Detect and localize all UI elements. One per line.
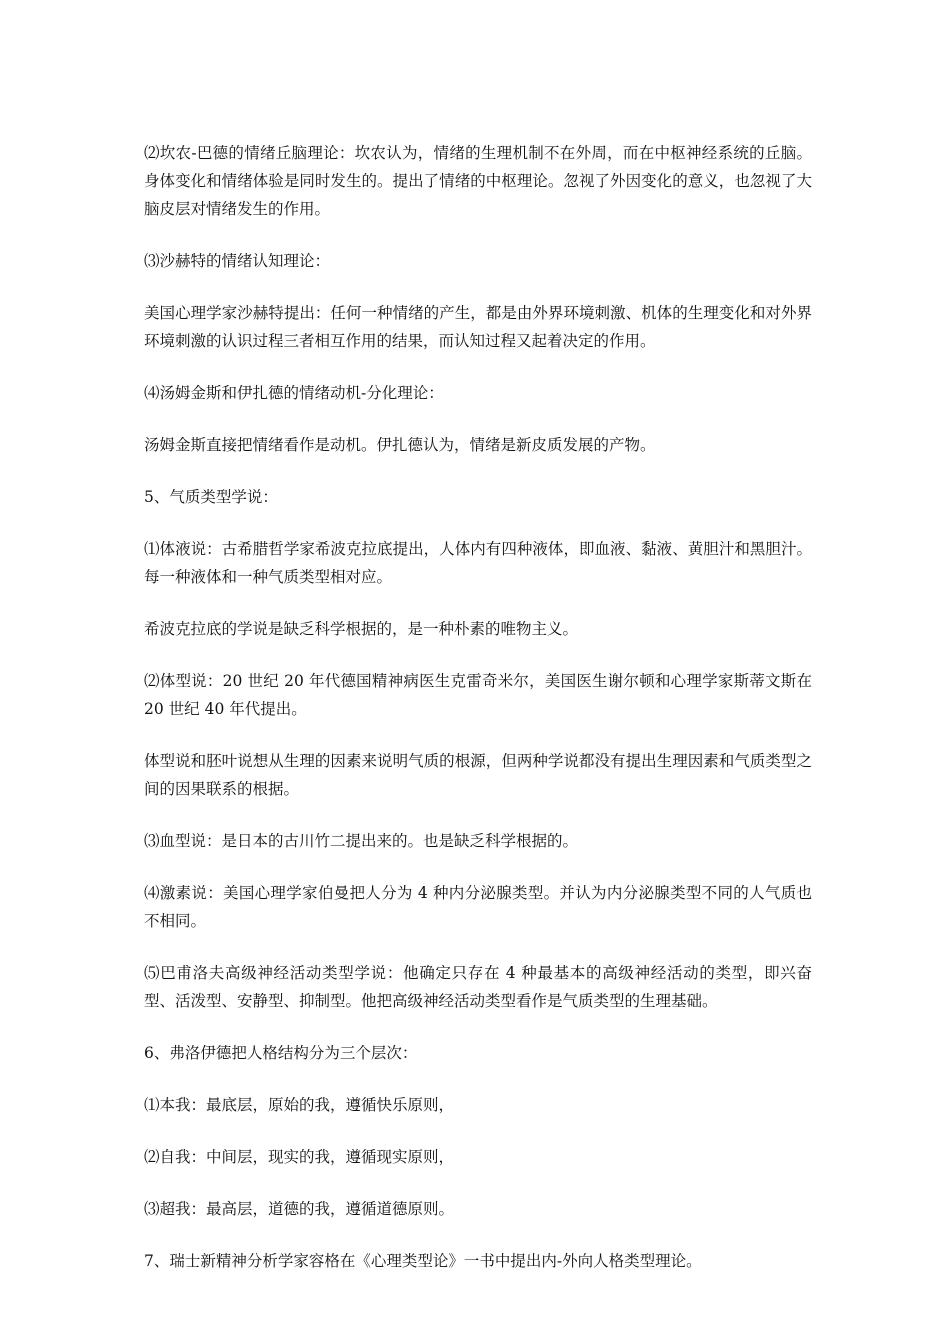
paragraph-schachter-heading: ⑶沙赫特的情绪认知理论： bbox=[144, 252, 331, 270]
section-heading-temperament: 5、气质类型学说： bbox=[144, 488, 278, 506]
section-heading-freud-structure: 6、弗洛伊德把人格结构分为三个层次： bbox=[144, 1044, 418, 1062]
paragraph-cannon-bard-theory: ⑵坎农-巴德的情绪丘脑理论：坎农认为，情绪的生理机制不在外周，而在中枢神经系统的丘脑。身体变化和情绪体验是同时发生的。提出了情绪的中枢理论。忽视了外因变化的意义，也忽视了大脑皮层对情绪发生的作用。 bbox=[144, 144, 812, 218]
paragraph-pavlov-theory: ⑸巴甫洛夫高级神经活动类型学说：他确定只存在 4 种最基本的高级神经活动的类型，即兴奋型、活泼型、安静型、抑制型。他把高级神经活动类型看作是气质类型的生理基础。 bbox=[144, 964, 812, 1010]
paragraph-ego: ⑵自我：中间层，现实的我，遵循现实原则， bbox=[144, 1148, 455, 1166]
paragraph-hormone-theory: ⑷激素说：美国心理学家伯曼把人分为 4 种内分泌腺类型。并认为内分泌腺类型不同的人气质也不相同。 bbox=[144, 884, 812, 930]
paragraph-blood-type-theory: ⑶血型说：是日本的古川竹二提出来的。也是缺乏科学根据的。 bbox=[144, 832, 579, 850]
paragraph-hippocrates-note: 希波克拉底的学说是缺乏科学根据的，是一种朴素的唯物主义。 bbox=[144, 620, 579, 638]
paragraph-body-type-note: 体型说和胚叶说想从生理的因素来说明气质的根源，但两种学说都没有提出生理因素和气质类型之间的因果联系的根据。 bbox=[144, 752, 812, 798]
paragraph-tomkins-izard-theory: 汤姆金斯直接把情绪看作是动机。伊扎德认为，情绪是新皮质发展的产物。 bbox=[144, 436, 656, 454]
paragraph-humor-theory: ⑴体液说：古希腊哲学家希波克拉底提出，人体内有四种液体，即血液、黏液、黄胆汁和黑胆汁。每一种液体和一种气质类型相对应。 bbox=[144, 540, 812, 586]
paragraph-superego: ⑶超我：最高层，道德的我，遵循道德原则。 bbox=[144, 1200, 455, 1218]
section-heading-jung: 7、瑞士新精神分析学家容格在《心理类型论》一书中提出内-外向人格类型理论。 bbox=[144, 1252, 702, 1270]
paragraph-schachter-theory: 美国心理学家沙赫特提出：任何一种情绪的产生，都是由外界环境刺激、机体的生理变化和对外界环境刺激的认识过程三者相互作用的结果，而认知过程又起着决定的作用。 bbox=[144, 304, 812, 350]
paragraph-body-type-theory: ⑵体型说：20 世纪 20 年代德国精神病医生克雷奇米尔，美国医生谢尔顿和心理学家斯蒂文斯在 20 世纪 40 年代提出。 bbox=[144, 672, 812, 718]
paragraph-id: ⑴本我：最底层，原始的我，遵循快乐原则， bbox=[144, 1096, 455, 1114]
paragraph-tomkins-izard-heading: ⑷汤姆金斯和伊扎德的情绪动机-分化理论： bbox=[144, 384, 444, 402]
document-body bbox=[144, 139, 812, 1299]
